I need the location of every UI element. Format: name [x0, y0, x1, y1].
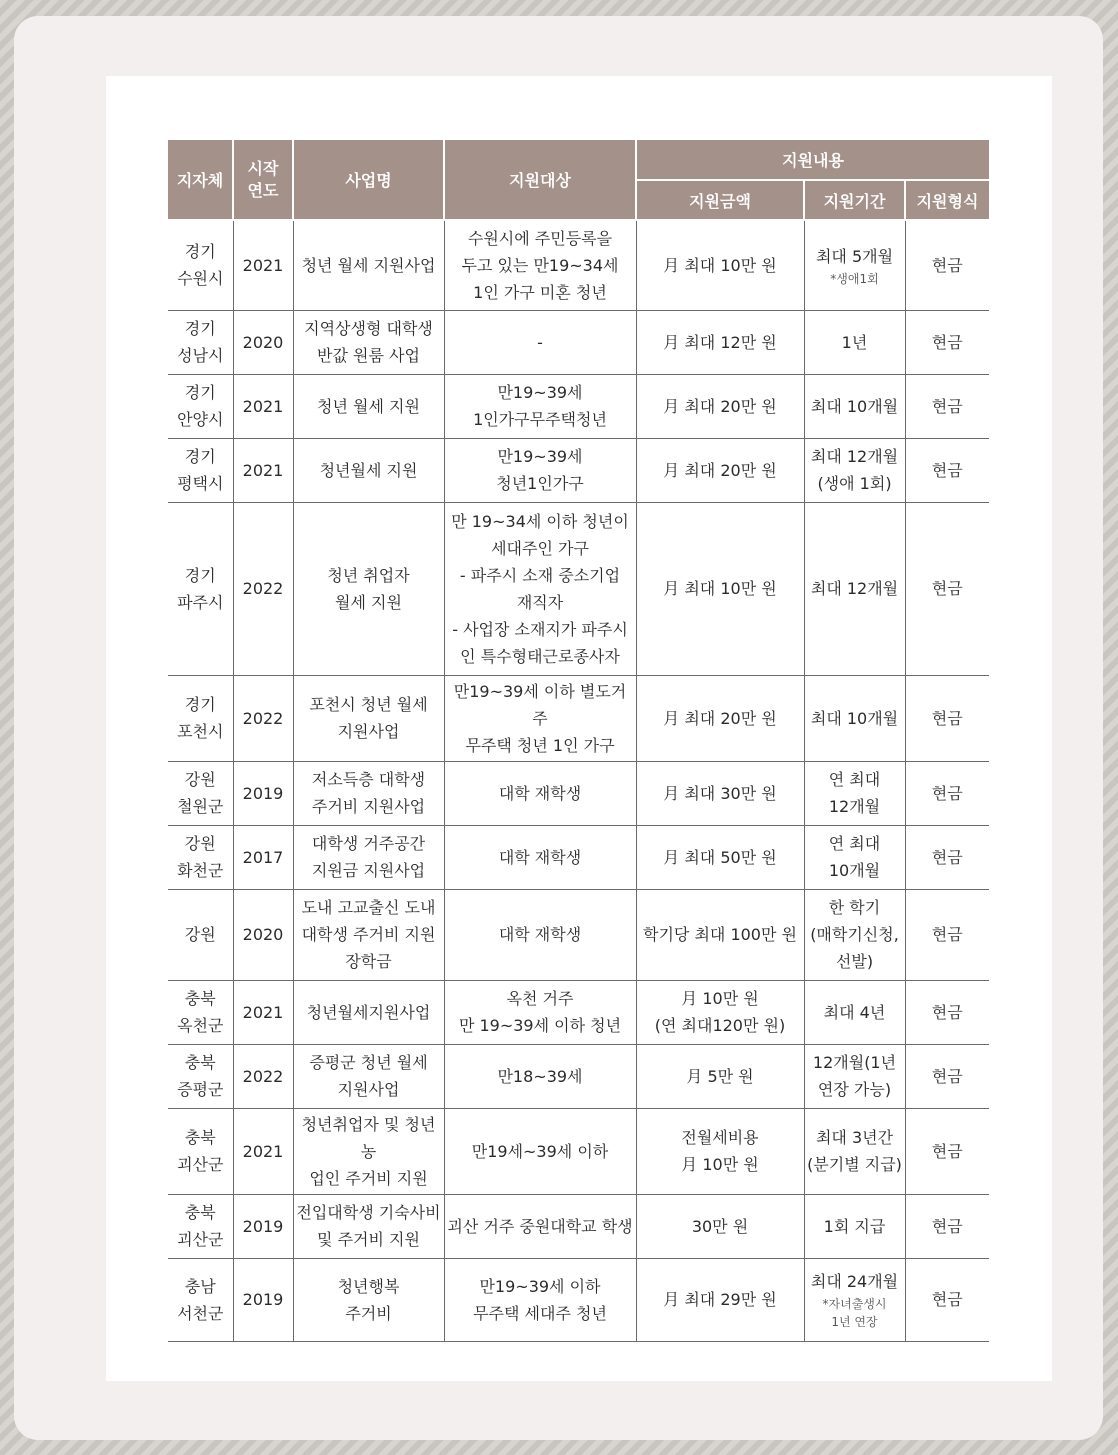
- cell-amount: [636, 980, 804, 1044]
- region-text: 충북 옥천군: [177, 989, 224, 1035]
- cell-amount: [636, 1108, 804, 1194]
- cell-type: [905, 1194, 989, 1258]
- amount-text: 月 최대 50만 원: [663, 847, 777, 867]
- cell-amount: [636, 889, 804, 980]
- period-text: 한 학기 (매학기신청, 선발): [810, 898, 899, 971]
- target-text: 만19세~39세 이하: [471, 1141, 609, 1161]
- cell-amount: [636, 438, 804, 502]
- cell-target: [444, 1108, 636, 1194]
- year-text: 2021: [242, 396, 284, 416]
- cell-period: [804, 1194, 905, 1258]
- program-text: 청년 취업자 월세 지원: [327, 565, 410, 612]
- cell-amount: [636, 374, 804, 438]
- cell-target: [444, 889, 636, 980]
- cell-region: [168, 438, 233, 502]
- cell-program: [293, 1044, 444, 1108]
- cell-type: [905, 1258, 989, 1341]
- cell-target: [444, 825, 636, 889]
- cell-year: [233, 825, 293, 889]
- region-text: 경기 안양시: [177, 383, 224, 429]
- period-text: 1회 지급: [823, 1216, 886, 1236]
- year-text: 2017: [242, 847, 284, 867]
- table-row: [168, 310, 989, 374]
- region-text: 경기 평택시: [177, 447, 224, 493]
- cell-year: [233, 220, 293, 310]
- cell-type: [905, 310, 989, 374]
- cell-period: [804, 220, 905, 310]
- amount-text: 학기당 최대 100만 원: [643, 925, 797, 944]
- type-text: 현금: [931, 579, 963, 598]
- cell-period: [804, 980, 905, 1044]
- table-row: [168, 825, 989, 889]
- table-row: [168, 438, 989, 502]
- target-text: -: [537, 332, 543, 352]
- target-text: 수원시에 주민등록을 두고 있는 만19~34세 1인 가구 미혼 청년: [461, 228, 619, 302]
- cell-amount: [636, 1044, 804, 1108]
- cell-type: [905, 889, 989, 980]
- cell-period: [804, 675, 905, 761]
- target-text: 만19~39세 1인가구무주택청년: [473, 383, 607, 429]
- type-text: 현금: [931, 1002, 963, 1022]
- cell-target: [444, 761, 636, 825]
- cell-amount: [636, 220, 804, 310]
- type-text: 현금: [931, 396, 963, 416]
- cell-year: [233, 675, 293, 761]
- cell-program: [293, 438, 444, 502]
- amount-text: 月 최대 10만 원: [663, 579, 777, 598]
- period-text: 1년: [841, 332, 868, 352]
- type-text: 현금: [931, 925, 963, 944]
- target-text: 만19~39세 이하 별도거주 무주택 청년 1인 가구: [453, 681, 627, 755]
- cell-region: [168, 1258, 233, 1341]
- program-text: 청년취업자 및 청년농 업인 주거비 지원: [301, 1114, 436, 1188]
- youth-housing-support-table: [168, 140, 989, 1342]
- cell-target: [444, 1044, 636, 1108]
- region-text: 충북 괴산군: [177, 1203, 224, 1249]
- cell-type: [905, 220, 989, 310]
- program-text: 증평군 청년 월세 지원사업: [309, 1053, 428, 1099]
- year-text: 2021: [242, 1002, 284, 1022]
- region-text: 강원 철원군: [177, 770, 224, 816]
- target-text: 대학 재학생: [498, 847, 582, 867]
- cell-region: [168, 1194, 233, 1258]
- cell-amount: [636, 825, 804, 889]
- type-text: 현금: [931, 1141, 963, 1161]
- type-text: 현금: [931, 708, 963, 728]
- cell-region: [168, 980, 233, 1044]
- cell-period: [804, 1044, 905, 1108]
- program-text: 지역상생형 대학생 반값 원룸 사업: [304, 319, 433, 365]
- region-text: 경기 포천시: [177, 695, 224, 741]
- cell-target: [444, 310, 636, 374]
- period-note: *자녀출생시 1년 연장: [822, 1297, 887, 1329]
- target-text: 대학 재학생: [498, 925, 582, 944]
- cell-period: [804, 1108, 905, 1194]
- cell-region: [168, 675, 233, 761]
- cell-region: [168, 889, 233, 980]
- header-type: 지원형식: [905, 180, 989, 220]
- cell-amount: [636, 761, 804, 825]
- cell-target: [444, 220, 636, 310]
- table-row: [168, 761, 989, 825]
- table-row: [168, 220, 989, 310]
- cell-amount: [636, 1258, 804, 1341]
- target-text: 만19~39세 청년1인가구: [496, 447, 584, 493]
- region-text: 경기 성남시: [177, 319, 224, 365]
- period-text: 최대 3년간 (분기별 지급): [807, 1128, 902, 1174]
- cell-program: [293, 310, 444, 374]
- target-text: 만 19~34세 이하 청년이 세대주인 가구 - 파주시 소재 중소기업 재직자 - 사업장 소재지가 파주시 인 특수형태근로종사자: [451, 511, 629, 666]
- period-text: 최대 5개월: [815, 246, 894, 266]
- cell-type: [905, 675, 989, 761]
- cell-region: [168, 1044, 233, 1108]
- cell-program: [293, 761, 444, 825]
- amount-text: 전월세비용 月 10만 원: [681, 1128, 759, 1174]
- region-text: 경기 수원시: [177, 242, 224, 289]
- amount-text: 月 최대 12만 원: [663, 332, 777, 352]
- cell-program: [293, 502, 444, 675]
- year-text: 2022: [242, 579, 284, 598]
- period-text: 최대 10개월: [810, 396, 899, 416]
- cell-type: [905, 438, 989, 502]
- cell-year: [233, 1108, 293, 1194]
- cell-period: [804, 889, 905, 980]
- cell-type: [905, 1108, 989, 1194]
- cell-type: [905, 761, 989, 825]
- cell-year: [233, 374, 293, 438]
- period-text: 최대 24개월: [810, 1272, 899, 1291]
- period-text: 최대 4년: [823, 1002, 886, 1022]
- cell-program: [293, 1258, 444, 1341]
- region-text: 강원: [184, 925, 216, 944]
- region-text: 충북 증평군: [177, 1053, 224, 1099]
- cell-target: [444, 1194, 636, 1258]
- amount-text: 月 최대 29만 원: [663, 1290, 777, 1309]
- program-text: 청년월세 지원: [319, 460, 418, 480]
- target-text: 옥천 거주 만 19~39세 이하 청년: [458, 989, 622, 1035]
- cell-year: [233, 310, 293, 374]
- cell-type: [905, 502, 989, 675]
- table-row: [168, 980, 989, 1044]
- cell-target: [444, 374, 636, 438]
- table-row: [168, 1258, 989, 1341]
- cell-period: [804, 502, 905, 675]
- amount-text: 月 5만 원: [686, 1066, 754, 1086]
- cell-year: [233, 980, 293, 1044]
- header-amount: 지원금액: [636, 180, 804, 220]
- cell-region: [168, 761, 233, 825]
- amount-text: 月 최대 20만 원: [663, 708, 777, 728]
- amount-text: 月 10만 원 (연 최대120만 원): [654, 989, 786, 1035]
- program-text: 청년 월세 지원: [317, 396, 420, 416]
- program-text: 청년 월세 지원사업: [301, 255, 436, 275]
- target-text: 만19~39세 이하 무주택 세대주 청년: [473, 1276, 607, 1323]
- cell-program: [293, 1194, 444, 1258]
- type-text: 현금: [931, 460, 963, 480]
- cell-period: [804, 310, 905, 374]
- header-year: 시작 연도: [233, 140, 293, 220]
- amount-text: 月 최대 10만 원: [663, 255, 777, 275]
- amount-text: 月 최대 20만 원: [663, 396, 777, 416]
- cell-period: [804, 825, 905, 889]
- header-period: 지원기간: [804, 180, 905, 220]
- cell-region: [168, 220, 233, 310]
- year-text: 2019: [242, 1216, 284, 1236]
- cell-target: [444, 502, 636, 675]
- cell-target: [444, 980, 636, 1044]
- header-region: 지자체: [168, 140, 233, 220]
- cell-program: [293, 374, 444, 438]
- amount-text: 月 최대 20만 원: [663, 460, 777, 480]
- cell-type: [905, 1044, 989, 1108]
- header-program: 사업명: [293, 140, 444, 220]
- year-text: 2020: [242, 332, 284, 352]
- cell-period: [804, 374, 905, 438]
- period-text: 최대 12개월: [810, 579, 899, 598]
- region-text: 충북 괴산군: [177, 1128, 224, 1174]
- cell-year: [233, 502, 293, 675]
- cell-year: [233, 889, 293, 980]
- cell-period: [804, 761, 905, 825]
- year-text: 2021: [242, 1141, 284, 1161]
- cell-type: [905, 825, 989, 889]
- cell-type: [905, 980, 989, 1044]
- table-row: [168, 374, 989, 438]
- cell-region: [168, 825, 233, 889]
- cell-amount: [636, 675, 804, 761]
- cell-type: [905, 374, 989, 438]
- cell-amount: [636, 502, 804, 675]
- period-text: 최대 12개월 (생애 1회): [810, 447, 899, 493]
- cell-region: [168, 310, 233, 374]
- cell-region: [168, 502, 233, 675]
- program-text: 전입대학생 기숙사비 및 주거비 지원: [296, 1203, 441, 1249]
- header-target: 지원대상: [444, 140, 636, 220]
- type-text: 현금: [931, 847, 963, 867]
- period-text: 연 최대 12개월: [828, 770, 881, 816]
- table-row: [168, 675, 989, 761]
- cell-target: [444, 1258, 636, 1341]
- program-text: 포천시 청년 월세 지원사업: [309, 695, 428, 741]
- header-support: 지원내용: [636, 140, 989, 180]
- year-text: 2019: [242, 783, 284, 803]
- cell-program: [293, 675, 444, 761]
- cell-period: [804, 1258, 905, 1341]
- year-text: 2022: [242, 708, 284, 728]
- cell-year: [233, 761, 293, 825]
- cell-target: [444, 675, 636, 761]
- cell-program: [293, 220, 444, 310]
- cell-region: [168, 374, 233, 438]
- year-text: 2021: [242, 460, 284, 480]
- table-row: [168, 1044, 989, 1108]
- cell-year: [233, 438, 293, 502]
- amount-text: 月 최대 30만 원: [663, 783, 777, 803]
- cell-program: [293, 1108, 444, 1194]
- program-text: 청년월세지원사업: [306, 1002, 431, 1022]
- table-body: [168, 220, 989, 1341]
- cell-program: [293, 980, 444, 1044]
- type-text: 현금: [931, 1290, 963, 1309]
- period-text: 최대 10개월: [810, 708, 899, 728]
- type-text: 현금: [931, 255, 963, 275]
- target-text: 괴산 거주 중원대학교 학생: [447, 1216, 633, 1236]
- year-text: 2019: [242, 1290, 284, 1309]
- program-text: 대학생 거주공간 지원금 지원사업: [311, 834, 426, 880]
- period-text: 연 최대 10개월: [828, 834, 881, 880]
- type-text: 현금: [931, 1216, 963, 1236]
- cell-year: [233, 1044, 293, 1108]
- year-text: 2020: [242, 925, 284, 944]
- region-text: 충남 서천군: [177, 1276, 224, 1323]
- year-text: 2022: [242, 1066, 284, 1086]
- region-text: 경기 파주시: [177, 565, 224, 612]
- cell-program: [293, 825, 444, 889]
- table-row: [168, 502, 989, 675]
- amount-text: 30만 원: [691, 1216, 749, 1236]
- cell-year: [233, 1194, 293, 1258]
- cell-amount: [636, 1194, 804, 1258]
- period-text: 12개월(1년 연장 가능): [812, 1053, 897, 1099]
- region-text: 강원 화천군: [177, 834, 224, 880]
- document-page: [106, 76, 1052, 1381]
- cell-program: [293, 889, 444, 980]
- cell-region: [168, 1108, 233, 1194]
- type-text: 현금: [931, 783, 963, 803]
- target-text: 대학 재학생: [498, 783, 582, 803]
- table-row: [168, 1194, 989, 1258]
- cell-target: [444, 438, 636, 502]
- background-card: [14, 16, 1103, 1440]
- cell-amount: [636, 310, 804, 374]
- table-row: [168, 1108, 989, 1194]
- program-text: 저소득층 대학생 주거비 지원사업: [311, 770, 426, 816]
- year-text: 2021: [242, 255, 284, 275]
- target-text: 만18~39세: [497, 1066, 583, 1086]
- cell-period: [804, 438, 905, 502]
- cell-year: [233, 1258, 293, 1341]
- program-text: 청년행복 주거비: [337, 1276, 400, 1323]
- type-text: 현금: [931, 1066, 963, 1086]
- period-note: *생애1회: [830, 271, 879, 286]
- type-text: 현금: [931, 332, 963, 352]
- table-row: [168, 889, 989, 980]
- program-text: 도내 고교출신 도내 대학생 주거비 지원 장학금: [301, 898, 436, 971]
